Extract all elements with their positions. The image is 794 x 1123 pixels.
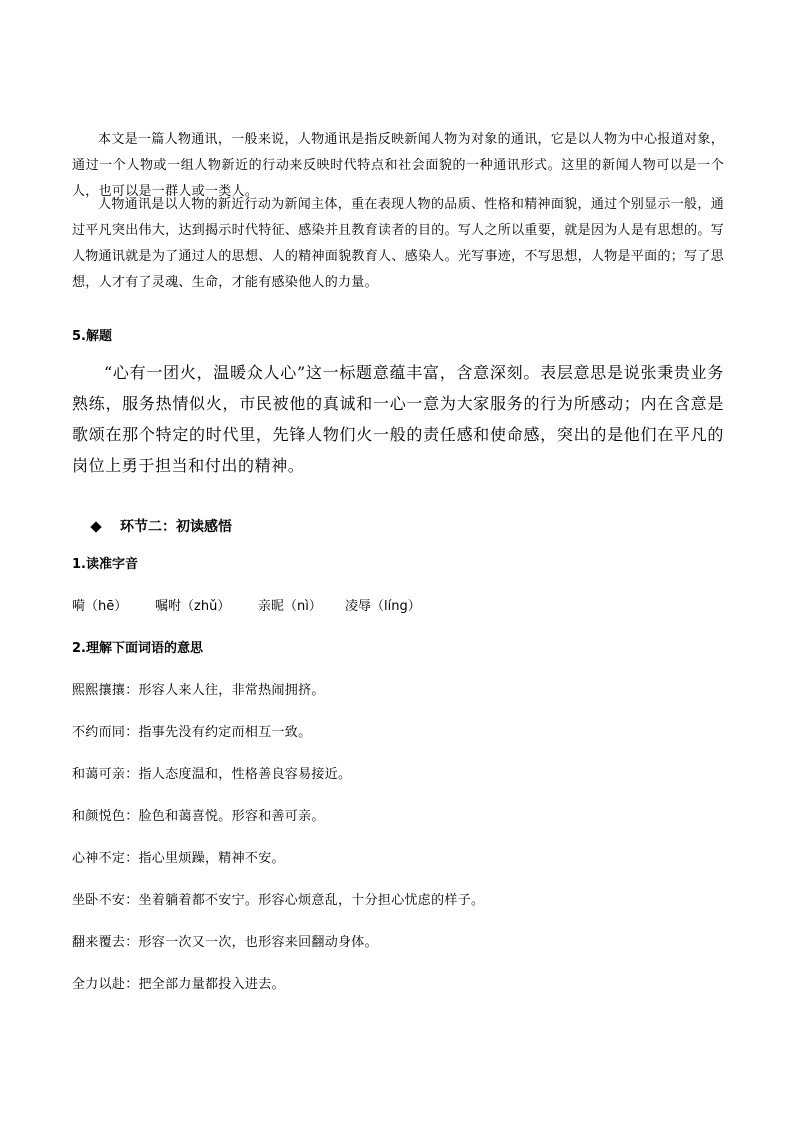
section-title: 环节二：初读感悟: [120, 519, 232, 535]
intro-paragraph-2: 人物通讯是以人物的新近行动为新闻主体，重在表现人物的品质、性格和精神面貌，通过个别显示一般，通过平凡突出伟大，达到揭示时代特征、感染并且教育读者的目的。写人之所以重要，就是因为人是有思想的。写人物通讯就是为了通过人的思想、人的精神面貌教育人、感染人。光写事迹，不写思想，人物是平面的；写了思想，人才有了灵魂、生命，才能有感染他人的力量。: [72, 197, 724, 290]
pronunciation-heading: 1.读准字音: [72, 557, 138, 572]
jieti-heading: 5.解题: [72, 329, 112, 344]
vocabulary-item: 熙熙攘攘：形容人来人往，非常热闹拥挤。: [72, 683, 325, 698]
pronunciation-item: 嘱咐（zhǔ）: [155, 599, 231, 614]
jieti-paragraph: “心有一团火，温暖众人心”这一标题意蕴丰富，含意深刻。表层意思是说张秉贵业务熟练，服务热情似火，市民被他的真诚和一心一意为大家服务的行为所感动；内在含意是歌颂在那个特定的时代里，先锋人物们火一般的责任感和使命感，突出的是他们在平凡的岗位上勇于担当和付出的精神。: [72, 363, 724, 475]
pronunciation-item: 凌辱（líng）: [345, 599, 421, 614]
vocabulary-item: 和颜悦色：脸色和蔼喜悦。形容和善可亲。: [72, 809, 325, 824]
vocabulary-item: 心神不定：指心里烦躁，精神不安。: [72, 851, 285, 866]
pronunciation-item: 嗬（hē）: [72, 599, 128, 614]
vocabulary-item: 不约而同：指事先没有约定而相互一致。: [72, 725, 312, 740]
diamond-bullet-icon: [90, 521, 101, 532]
pronunciation-list: [72, 597, 421, 617]
vocabulary-item: 翻来覆去：形容一次又一次，也形容来回翻动身体。: [72, 935, 378, 950]
vocabulary-item: 坐卧不安：坐着躺着都不安宁。形容心烦意乱，十分担心忧虑的样子。: [72, 893, 485, 908]
pronunciation-item: 亲昵（nì）: [258, 599, 322, 614]
vocabulary-item: 和蔼可亲：指人态度温和，性格善良容易接近。: [72, 767, 352, 782]
vocabulary-item: 全力以赴：把全部力量都投入进去。: [72, 977, 285, 992]
vocabulary-heading: 2.理解下面词语的意思: [72, 641, 203, 656]
section-heading-2: [92, 516, 232, 538]
intro-paragraph-1: 本文是一篇人物通讯，一般来说，人物通讯是指反映新闻人物为对象的通讯，它是以人物为中心报道对象，通过一个人物或一组人物新近的行动来反映时代特点和社会面貌的一种通讯形式。这里的新闻人物可以是一个人，也可以是一群人或一类人。: [72, 132, 724, 199]
